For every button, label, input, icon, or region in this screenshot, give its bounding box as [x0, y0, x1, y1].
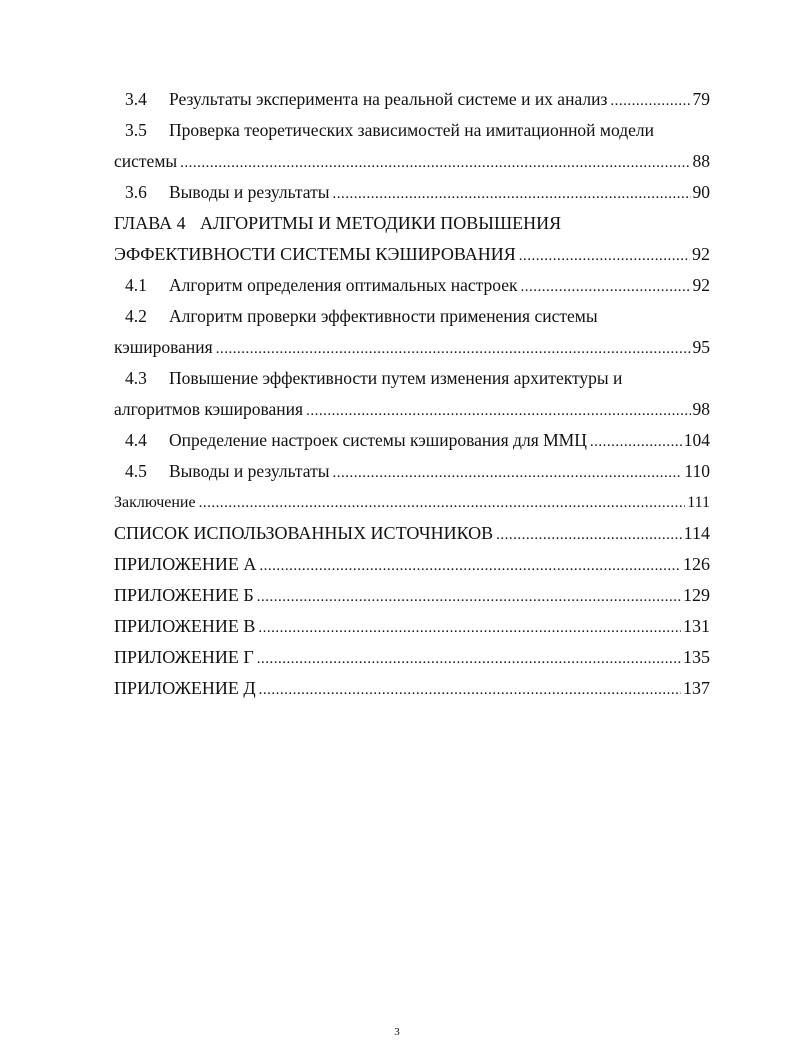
toc-entry-page: 92 [692, 244, 710, 264]
toc-entry-number: 4.5 [125, 461, 147, 481]
toc-entry-page: 129 [683, 585, 710, 605]
dot-leader [332, 458, 682, 489]
dot-leader [590, 427, 682, 458]
toc-entry-page: 114 [683, 523, 710, 543]
toc-entry-title: Выводы и результаты [169, 461, 330, 481]
dot-leader [257, 582, 681, 613]
toc-entry-number: 4.2 [125, 306, 147, 326]
toc-entry-page: 111 [687, 494, 710, 511]
toc-entry-appendix-g[interactable] [114, 642, 710, 673]
toc-entry-title: Алгоритм определения оптимальных настроек [169, 275, 518, 295]
toc-entry-page: 126 [683, 554, 710, 574]
toc-entry-page: 98 [692, 399, 710, 419]
dot-leader [258, 613, 681, 644]
toc-entry-page: 110 [684, 461, 710, 481]
toc-entry-references[interactable] [114, 518, 710, 549]
toc-entry-appendix-d[interactable] [114, 673, 710, 704]
toc-chapter-title: АЛГОРИТМЫ И МЕТОДИКИ ПОВЫШЕНИЯ [200, 213, 562, 233]
toc-entry-number: 3.4 [125, 89, 147, 109]
toc-entry-title: кэширования [114, 337, 213, 357]
toc-entry-title: Проверка теоретических зависимостей на имитационной модели [169, 120, 655, 140]
toc-entry-3-5-continued[interactable] [114, 146, 710, 177]
toc-entry-4-2-continued[interactable] [114, 332, 710, 363]
dot-leader [496, 520, 682, 551]
toc-entry-conclusion[interactable] [114, 487, 710, 518]
toc-entry-title: Повышение эффективности путем изменения архитектуры и [169, 368, 623, 388]
dot-leader [257, 644, 681, 675]
toc-entry-4-1[interactable] [114, 270, 710, 301]
toc-entry-title: ПРИЛОЖЕНИЕ Г [114, 647, 254, 667]
toc-entry-page: 131 [683, 616, 710, 636]
toc-entry-page: 104 [683, 430, 710, 450]
toc-entry-page: 88 [692, 151, 710, 171]
toc-entry-title: ПРИЛОЖЕНИЕ Д [114, 678, 256, 698]
dot-leader [610, 86, 690, 117]
toc-entry-title: Выводы и результаты [169, 182, 330, 202]
toc-chapter-title: ЭФФЕКТИВНОСТИ СИСТЕМЫ КЭШИРОВАНИЯ [114, 244, 516, 264]
toc-entry-title: алгоритмов кэширования [114, 399, 304, 419]
toc-entry-number: 4.3 [125, 368, 147, 388]
page-number: 3 [394, 1026, 400, 1038]
toc-entry-title: Алгоритм проверки эффективности применения системы [169, 306, 598, 326]
toc-entry-3-6[interactable] [114, 177, 710, 208]
dot-leader [521, 272, 691, 303]
toc-entry-title: ПРИЛОЖЕНИЕ А [114, 554, 257, 574]
toc-entry-title: СПИСОК ИСПОЛЬЗОВАННЫХ ИСТОЧНИКОВ [114, 523, 494, 543]
dot-leader [259, 551, 681, 582]
toc-entry-page: 90 [692, 182, 710, 202]
toc-entry-appendix-b[interactable] [114, 580, 710, 611]
toc-entry-4-3[interactable] [114, 363, 710, 394]
dot-leader [332, 179, 690, 210]
toc-entry-title: Результаты эксперимента на реальной системе и их анализ [169, 89, 608, 109]
toc-entry-3-4[interactable] [114, 84, 710, 115]
toc-entry-title: системы [114, 151, 178, 171]
toc-entry-appendix-v[interactable] [114, 611, 710, 642]
toc-entry-title: Определение настроек системы кэширования для ММЦ [169, 430, 587, 450]
toc-entry-page: 135 [683, 647, 710, 667]
toc-entry-title: Заключение [114, 494, 196, 511]
dot-leader [180, 148, 690, 179]
dot-leader [259, 675, 681, 706]
toc-chapter-4-continued[interactable] [114, 239, 710, 270]
toc-entry-4-4[interactable] [114, 425, 710, 456]
toc-chapter-number: ГЛАВА 4 [114, 213, 186, 233]
toc-entry-4-5[interactable] [114, 456, 710, 487]
toc-entry-4-2[interactable] [114, 301, 710, 332]
toc-entry-page: 92 [692, 275, 710, 295]
toc-entry-3-5[interactable] [114, 115, 710, 146]
toc-entry-page: 137 [683, 678, 710, 698]
toc-chapter-4[interactable] [114, 208, 710, 239]
dot-leader [216, 334, 691, 365]
table-of-contents [114, 84, 710, 704]
toc-entry-4-3-continued[interactable] [114, 394, 710, 425]
dot-leader [519, 241, 690, 272]
dot-leader [199, 488, 686, 519]
toc-entry-number: 4.1 [125, 275, 147, 295]
toc-entry-page: 95 [692, 337, 710, 357]
toc-entry-number: 3.5 [125, 120, 147, 140]
dot-leader [306, 396, 690, 427]
toc-entry-title: ПРИЛОЖЕНИЕ В [114, 616, 256, 636]
toc-entry-number: 4.4 [125, 430, 147, 450]
toc-entry-page: 79 [692, 89, 710, 109]
toc-entry-title: ПРИЛОЖЕНИЕ Б [114, 585, 254, 605]
toc-entry-number: 3.6 [125, 182, 147, 202]
toc-entry-appendix-a[interactable] [114, 549, 710, 580]
